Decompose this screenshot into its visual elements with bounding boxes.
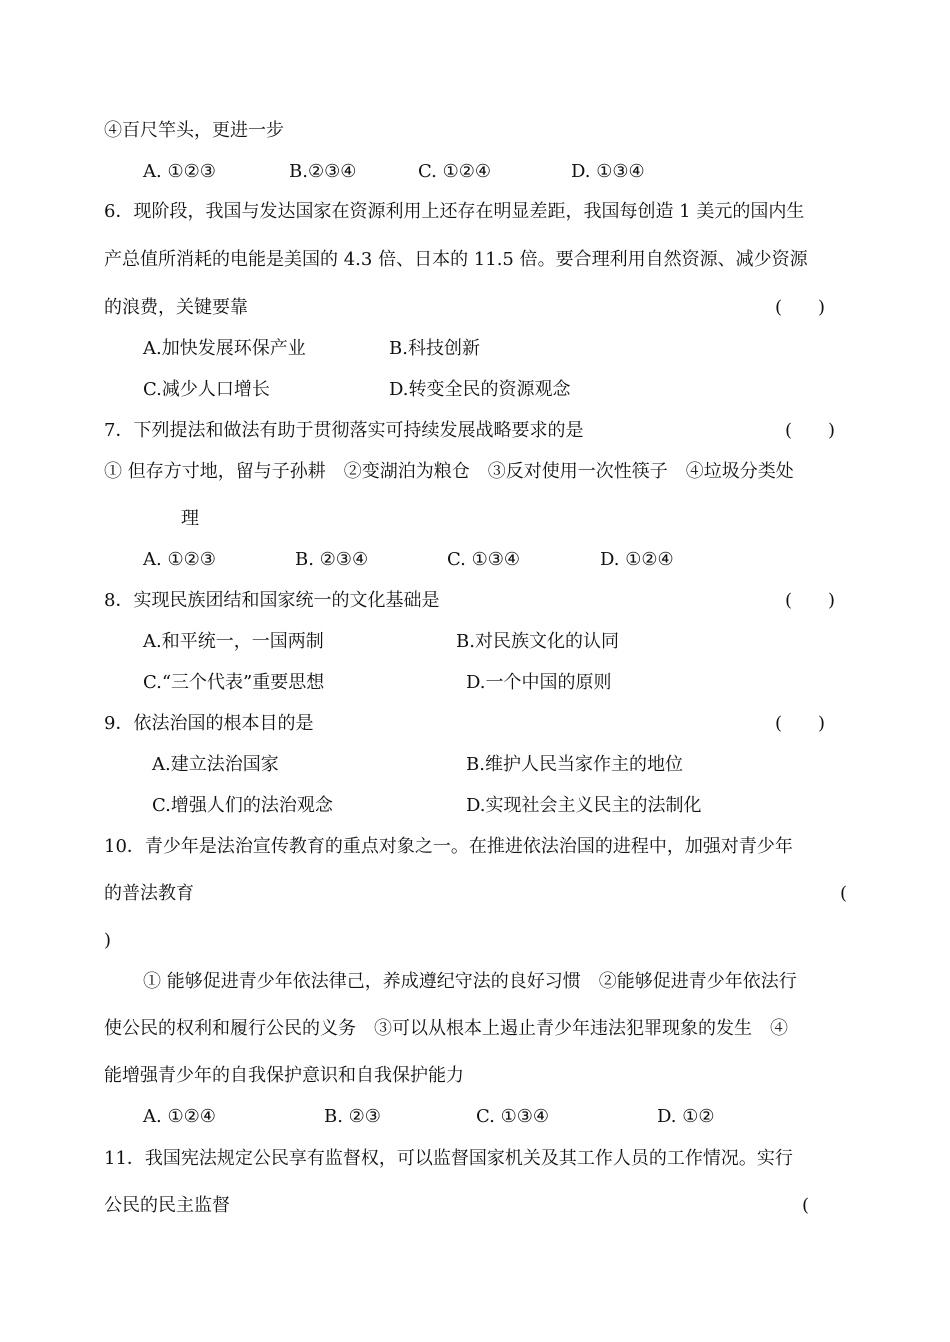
q9-stem: 9．依法治国的根本目的是	[104, 713, 314, 734]
q7-items-line-2: 理	[181, 508, 199, 529]
q7-option-d: D. ①②④	[600, 549, 674, 570]
q10-option-a: A. ①②④	[143, 1106, 216, 1127]
q5-option-a: A. ①②③	[143, 161, 216, 182]
q11-answer-blank-open: (	[802, 1195, 810, 1216]
q8-option-b: B.对民族文化的认同	[456, 631, 619, 652]
q7-option-b: B. ②③④	[295, 549, 369, 570]
q6-option-c: C.减少人口增长	[143, 379, 270, 400]
q5-option-b: B.②③④	[289, 161, 357, 182]
q9-answer-blank: ( )	[775, 713, 826, 734]
q8-option-a: A.和平统一，一国两制	[143, 631, 324, 652]
q6-stem-line-3: 的浪费，关键要靠	[104, 297, 248, 318]
q6-option-b: B.科技创新	[389, 338, 480, 359]
q7-stem: 7．下列提法和做法有助于贯彻落实可持续发展战略要求的是	[104, 420, 584, 441]
q9-option-a: A.建立法治国家	[152, 754, 279, 775]
q7-items-line-1: ① 但存方寸地，留与子孙耕 ②变湖泊为粮仓 ③反对使用一次性筷子 ④垃圾分类处	[104, 461, 794, 482]
q7-option-a: A. ①②③	[143, 549, 216, 570]
q10-option-b: B. ②③	[324, 1106, 381, 1127]
q8-stem: 8．实现民族团结和国家统一的文化基础是	[104, 590, 440, 611]
q5-option-d: D. ①③④	[571, 161, 645, 182]
q7-answer-blank: ( )	[785, 420, 836, 441]
q9-option-d: D.实现社会主义民主的法制化	[466, 795, 702, 816]
q8-answer-blank: ( )	[785, 590, 836, 611]
q6-stem-line-1: 6．现阶段，我国与发达国家在资源利用上还存在明显差距，我国每创造 1 美元的国内生	[104, 201, 805, 222]
q7-option-c: C. ①③④	[447, 549, 520, 570]
q8-option-c: C.“三个代表”重要思想	[143, 672, 325, 693]
q10-answer-blank-close: )	[104, 930, 112, 951]
q10-items-line-1: ① 能够促进青少年依法律己，养成遵纪守法的良好习惯 ②能够促进青少年依法行	[143, 971, 797, 992]
q11-stem-line-1: 11．我国宪法规定公民享有监督权，可以监督国家机关及其工作人员的工作情况。实行	[104, 1148, 793, 1169]
q10-items-line-3: 能增强青少年的自我保护意识和自我保护能力	[104, 1065, 464, 1086]
q10-answer-blank-open: (	[840, 883, 848, 904]
q10-stem-line-1: 10．青少年是法治宣传教育的重点对象之一。在推进依法治国的进程中，加强对青少年	[104, 836, 793, 857]
q6-option-a: A.加快发展环保产业	[143, 338, 306, 359]
q11-stem-line-2: 公民的民主监督	[104, 1195, 230, 1216]
q10-stem-line-2: 的普法教育	[104, 883, 194, 904]
q8-option-d: D.一个中国的原则	[466, 672, 612, 693]
q6-answer-blank: ( )	[775, 297, 826, 318]
q10-option-c: C. ①③④	[476, 1106, 549, 1127]
q6-stem-line-2: 产总值所消耗的电能是美国的 4.3 倍、日本的 11.5 倍。要合理利用自然资源、减少资源	[104, 249, 808, 270]
q6-option-d: D.转变全民的资源观念	[389, 379, 571, 400]
q10-option-d: D. ①②	[657, 1106, 715, 1127]
q5-option-c: C. ①②④	[418, 161, 491, 182]
q9-option-c: C.增强人们的法治观念	[152, 795, 333, 816]
q9-option-b: B.维护人民当家作主的地位	[466, 754, 683, 775]
q10-items-line-2: 使公民的权利和履行公民的义务 ③可以从根本上遏止青少年违法犯罪现象的发生 ④	[104, 1018, 788, 1039]
q5-item-4: ④百尺竿头，更进一步	[104, 120, 284, 141]
